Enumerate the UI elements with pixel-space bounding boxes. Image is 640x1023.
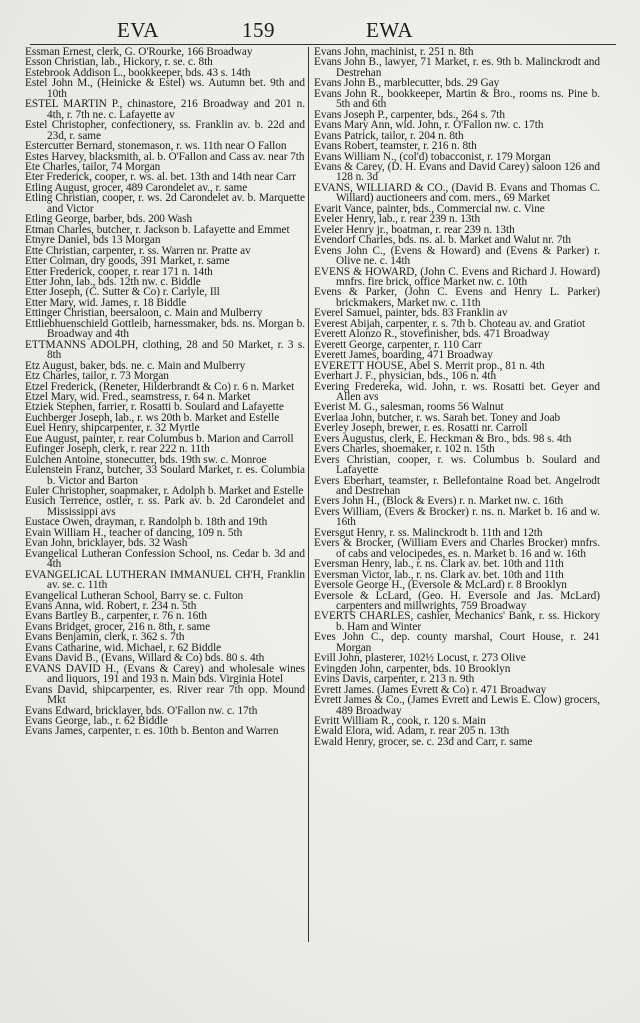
- directory-entry: EVANGELICAL LUTHERAN IMMANUEL CH'H, Franklin av. se. c. 11th: [25, 568, 305, 592]
- directory-entry: Evans John R., bookkeeper, Martin & Bro., rooms ns. Pine b. 5th and 6th: [314, 87, 600, 111]
- directory-entry: Etling George, barber, bds. 200 Wash: [25, 213, 193, 226]
- column-divider: [308, 47, 309, 942]
- directory-entry: Eustace Owen, drayman, r. Randolph b. 18th and 19th: [25, 516, 268, 529]
- directory-entry: Evans John, machinist, r. 251 n. 8th: [314, 46, 474, 58]
- right-column: [314, 47, 600, 747]
- directory-entry: Eversole George H., (Eversole & McLard) r. 8 Brooklyn: [314, 579, 567, 592]
- directory-entry: Evans William N., (col'd) tobacconist, r. 179 Morgan: [314, 150, 551, 163]
- directory-entry: Evens John C., (Evens & Howard) and (Evens & Parker) r. Olive ne. c. 14th: [314, 244, 600, 268]
- directory-entry: Eter Frederick, cooper, r. ws. al. bet. 13th and 14th near Carr: [25, 171, 296, 184]
- directory-entry: Everley Joseph, brewer, r. es. Rosatti nr. Carroll: [314, 422, 528, 435]
- directory-entry: Evers Charles, shoemaker, r. 102 n. 15th: [314, 443, 495, 456]
- directory-entry: Eufinger Joseph, clerk, r. rear 222 n. 11th: [25, 443, 210, 456]
- directory-entry: Eversman Henry, lab., r. ns. Clark av. bet. 10th and 11th: [314, 558, 564, 571]
- directory-entry: Evans Robert, teamster, r. 216 n. 8th: [314, 140, 477, 153]
- directory-entry: Evans David, shipcarpenter, es. River rear 7th opp. Mound Mkt: [25, 683, 305, 707]
- left-guide-word: EVA: [117, 18, 159, 42]
- directory-entry: Evans Catharine, wid. Michael, r. 62 Biddle: [25, 641, 222, 654]
- directory-entry: Essman Ernest, clerk, G. O'Rourke, 166 Broadway: [25, 46, 253, 58]
- directory-entry: Evers Augustus, clerk, E. Heckman & Bro., bds. 98 s. 4th: [314, 432, 572, 445]
- directory-entry: Evans John B., marblecutter, bds. 29 Gay: [314, 77, 500, 90]
- directory-entry: EVERTS CHARLES, cashier, Mechanics' Bank, r. ss. Hickory b. Ham and Winter: [314, 610, 600, 633]
- directory-entry: Euler Christopher, soapmaker, r. Adolph b. Market and Estelle: [25, 485, 304, 498]
- directory-entry: Eveler Henry, lab., r. rear 239 n. 13th: [314, 213, 481, 226]
- directory-entry: Evans Joseph P., carpenter, bds., 264 s. 7th: [314, 108, 505, 121]
- directory-entry: EVANS DAVID H., (Evans & Carey) and wholesale wines and liquors, 191 and 193 n. Main bds. Virginia Hotel: [25, 662, 305, 686]
- directory-entry: Evans Patrick, tailor, r. 204 n. 8th: [314, 129, 464, 142]
- directory-entry: Etling Christian, cooper, r. ws. 2d Carondelet av. b. Marquette and Victor: [25, 192, 305, 215]
- directory-entry: Eue August, painter, r. rear Columbus b. Marion and Carroll: [25, 432, 294, 445]
- directory-entry: Evill John, plasterer, 102½ Locust, r. 273 Olive: [314, 652, 526, 665]
- directory-entry: ESTEL MARTIN P., chinastore, 216 Broadway and 201 n. 4th, r. 7th ne. c. Lafayette av: [25, 98, 305, 121]
- directory-entry: Etter Frederick, cooper, r. rear 171 n. 14th: [25, 265, 213, 278]
- directory-entry: Etter Mary, wid. James, r. 18 Biddle: [25, 296, 187, 309]
- directory-entry: Evans Bartley B., carpenter, r. 76 n. 16th: [25, 610, 207, 623]
- directory-entry: Evrett James & Co., (James Evrett and Lewis E. Clow) grocers, 489 Broadway: [314, 694, 600, 717]
- directory-entry: Evans Bridget, grocer, 216 n. 8th, r. same: [25, 620, 211, 633]
- directory-entry: Evens & Parker, (John C. Evens and Henry L. Parker) brickmakers, Market nw. c. 11th: [314, 286, 600, 309]
- directory-entry: Evans George, lab., r. 62 Biddle: [25, 715, 168, 727]
- directory-entry: Etzel Frederick, (Reneter, Hilderbrandt & Co) r. 6 n. Market: [25, 380, 295, 393]
- directory-entry: Etz August, baker, bds. ne. c. Main and Mulberry: [25, 359, 246, 372]
- directory-entry: Evers Christian, cooper, r. ws. Columbus b. Soulard and Lafayette: [314, 453, 600, 477]
- directory-entry: Eversole & LcLard, (Geo. H. Eversole and Jas. McLard) carpenters and millwrights, 759 Broadway: [314, 589, 600, 613]
- directory-entry: Eulchen Antoine, stonecutter, bds. 19th sw. c. Monroe: [25, 453, 267, 466]
- directory-entry: Eversgut Henry, r. ss. Malinckrodt b. 11th and 12th: [314, 526, 543, 539]
- directory-entry: Evain William H., teacher of dancing, 109 n. 5th: [25, 526, 243, 539]
- directory-entry: EVENS & HOWARD, (John C. Evens and Richard J. Howard) mnfrs. fire brick, office Market nw. c. 10th: [314, 265, 600, 288]
- directory-entry: Evers William, (Evers & Brocker) r. ns. n. Market b. 16 and w. 16th: [314, 505, 600, 529]
- directory-entry: Eusich Terrence, ostler, r. ss. Park av. b. 2d Carondelet and Mississippi avs: [25, 495, 305, 518]
- directory-entry: Evangelical Lutheran School, Barry se. c. Fulton: [25, 589, 244, 602]
- directory-entry: Eves John C., dep. county marshal, Court House, r. 241 Morgan: [314, 631, 600, 654]
- directory-entry: Evans Edward, bricklayer, bds. O'Fallon nw. c. 17th: [25, 704, 258, 717]
- directory-entry: Evans Mary Ann, wid. John, r. O'Fallon nw. c. 17th: [314, 119, 544, 132]
- directory-entry: Ettliebhuenschield Gottleib, harnessmaker, bds. ns. Morgan b. Broadway and 4th: [25, 317, 305, 341]
- directory-entry: Ette Christian, carpenter, r. ss. Warren nr. Pratte av: [25, 244, 251, 257]
- page-header: [26, 14, 616, 44]
- directory-entry: ETTMANNS ADOLPH, clothing, 28 and 50 Market, r. 3 s. 8th: [25, 338, 305, 362]
- directory-entry: Evins Davis, carpenter, r. 213 n. 9th: [314, 673, 475, 686]
- directory-entry: Evans John B., lawyer, 71 Market, r. es. 9th b. Malinckrodt and Destrehan: [314, 56, 600, 79]
- directory-entry: Evritt William R., cook, r. 120 s. Main: [314, 715, 486, 727]
- directory-entry: Evans Benjamin, clerk, r. 362 s. 7th: [25, 631, 185, 644]
- left-column: [25, 47, 305, 737]
- directory-entry: Evans Anna, wid. Robert, r. 234 n. 5th: [25, 600, 197, 613]
- directory-entry: Estercutter Bernard, stonemason, r. ws. 11th near O Fallon: [25, 140, 287, 153]
- directory-entry: Estes Harvey, blacksmith, al. b. O'Fallon and Cass av. near 7th: [25, 150, 305, 163]
- directory-entry: Evangelical Lutheran Confession School, ns. Cedar b. 3d and 4th: [25, 547, 305, 571]
- directory-entry: Ewald Elora, wid. Adam, r. rear 205 n. 13th: [314, 725, 510, 738]
- directory-entry: Evrett James. (James Evrett & Co) r. 471 Broadway: [314, 683, 547, 696]
- directory-entry: Ettinger Christian, beersaloon, c. Main and Mulberry: [25, 307, 263, 320]
- directory-entry: Esson Christian, lab., Hickory, r. se. c. 8th: [25, 56, 213, 69]
- directory-entry: Everhart J. F., physician, bds., 106 n. 4th: [314, 370, 497, 383]
- directory-entry: Etman Charles, butcher, r. Jackson b. Lafayette and Emmet: [25, 223, 290, 236]
- directory-entry: Everett James, boarding, 471 Broadway: [314, 349, 493, 362]
- directory-entry: Evering Fredereka, wid. John, r. ws. Rosatti bet. Geyer and Allen avs: [314, 380, 600, 403]
- directory-entry: Evans David B., (Evans, Willard & Co) bds. 80 s. 4th: [25, 652, 265, 665]
- directory-entry: Estebrook Addison L., bookkeeper, bds. 43 s. 14th: [25, 66, 251, 79]
- directory-entry: Etter John, lab., bds. 12th nw. c. Biddle: [25, 275, 201, 288]
- directory-entry: Eversman Victor, lab., r. ns. Clark av. bet. 10th and 11th: [314, 568, 564, 581]
- directory-entry: Ewald Henry, grocer, se. c. 23d and Carr, r. same: [314, 735, 533, 748]
- directory-entry: Estel John M., (Heinicke & Estel) ws. Autumn bet. 9th and 10th: [25, 77, 305, 100]
- directory-entry: Eveler Henry jr., boatman, r. rear 239 n. 13th: [314, 223, 515, 236]
- directory-entry: Everett George, carpenter, r. 110 Carr: [314, 338, 482, 351]
- right-guide-word: EWA: [366, 18, 413, 42]
- directory-entry: Evan John, bricklayer, bds. 32 Wash: [25, 537, 188, 550]
- directory-entry: Everlaa John, butcher, r. ws. Sarah bet. Toney and Joab: [314, 411, 561, 424]
- directory-entry: Etling August, grocer, 489 Carondelet av., r. same: [25, 181, 248, 194]
- directory-entry: Evers John H., (Block & Evers) r. n. Market nw. c. 16th: [314, 495, 564, 508]
- directory-entry: Evers Eberhart, teamster, r. Bellefontaine Road bet. Angelrodt and Destrehan: [314, 474, 600, 498]
- directory-entry: EVANS, WILLIARD & CO., (David B. Evans and Thomas C. Willard) auctioneers and com. mers., 69 Market: [314, 181, 600, 205]
- directory-entry: Estel Christopher, confectionery, ss. Franklin av. b. 22d and 23d, r. same: [25, 119, 305, 142]
- page-number: 159: [242, 18, 275, 42]
- directory-entry: Evers & Brocker, (William Evers and Charles Brocker) mnfrs. of cabs and velocipedes, es. n. Market b. 16 and w. 16th: [314, 537, 600, 560]
- directory-entry: Evans James, carpenter, r. es. 10th b. Benton and Warren: [25, 725, 279, 738]
- directory-entry: Etnyre Daniel, bds 13 Morgan: [25, 234, 161, 247]
- directory-entry: Euchberger Joseph, lab., r. ws 20th b. Market and Estelle: [25, 411, 280, 424]
- directory-entry: Etter Joseph, (C. Sutter & Co) r. Carlyle, Ill: [25, 286, 220, 299]
- directory-entry: Ete Charles, tailor, 74 Morgan: [25, 160, 161, 173]
- directory-entry: Everett Alonzo R., stovefinisher, bds. 471 Broadway: [314, 328, 550, 341]
- directory-entry: Eulenstein Franz, butcher, 33 Soulard Market, r. es. Columbia b. Victor and Barton: [25, 464, 305, 487]
- directory-entry: Everest Abijah, carpenter, r. s. 7th b. Choteau av. and Gratiot: [314, 317, 586, 330]
- directory-entry: Euel Henry, shipcarpenter, r. 32 Myrtle: [25, 422, 200, 435]
- directory-entry: Etzel Mary, wid. Fred., seamstress, r. 64 n. Market: [25, 390, 251, 403]
- directory-entry: Everist M. G., salesman, rooms 56 Walnut: [314, 401, 504, 414]
- directory-entry: EVERETT HOUSE, Abel S. Merrit prop., 81 n. 4th: [314, 359, 545, 372]
- directory-entry: Etter Colman, dry goods, 391 Market, r. same: [25, 255, 230, 268]
- directory-entry: Everel Samuel, painter, bds. 83 Franklin av: [314, 307, 508, 320]
- directory-entry: Evendorf Charles, bds. ns. al. b. Market and Walut nr. 7th: [314, 234, 572, 247]
- directory-entry: Evingden John, carpenter, bds. 10 Brooklyn: [314, 662, 511, 675]
- directory-entry: Evarit Vance, painter, bds., Commercial nw. c. Vine: [314, 202, 545, 215]
- directory-entry: Etz Charles, tailor, r. 73 Morgan: [25, 370, 169, 383]
- header-rule: [30, 44, 616, 45]
- directory-entry: Evans & Carey, (D. H. Evans and David Carey) saloon 126 and 128 n. 3d: [314, 160, 600, 184]
- directory-entry: Etziek Stephen, farrier, r. Rosatti b. Soulard and Lafayette: [25, 401, 284, 414]
